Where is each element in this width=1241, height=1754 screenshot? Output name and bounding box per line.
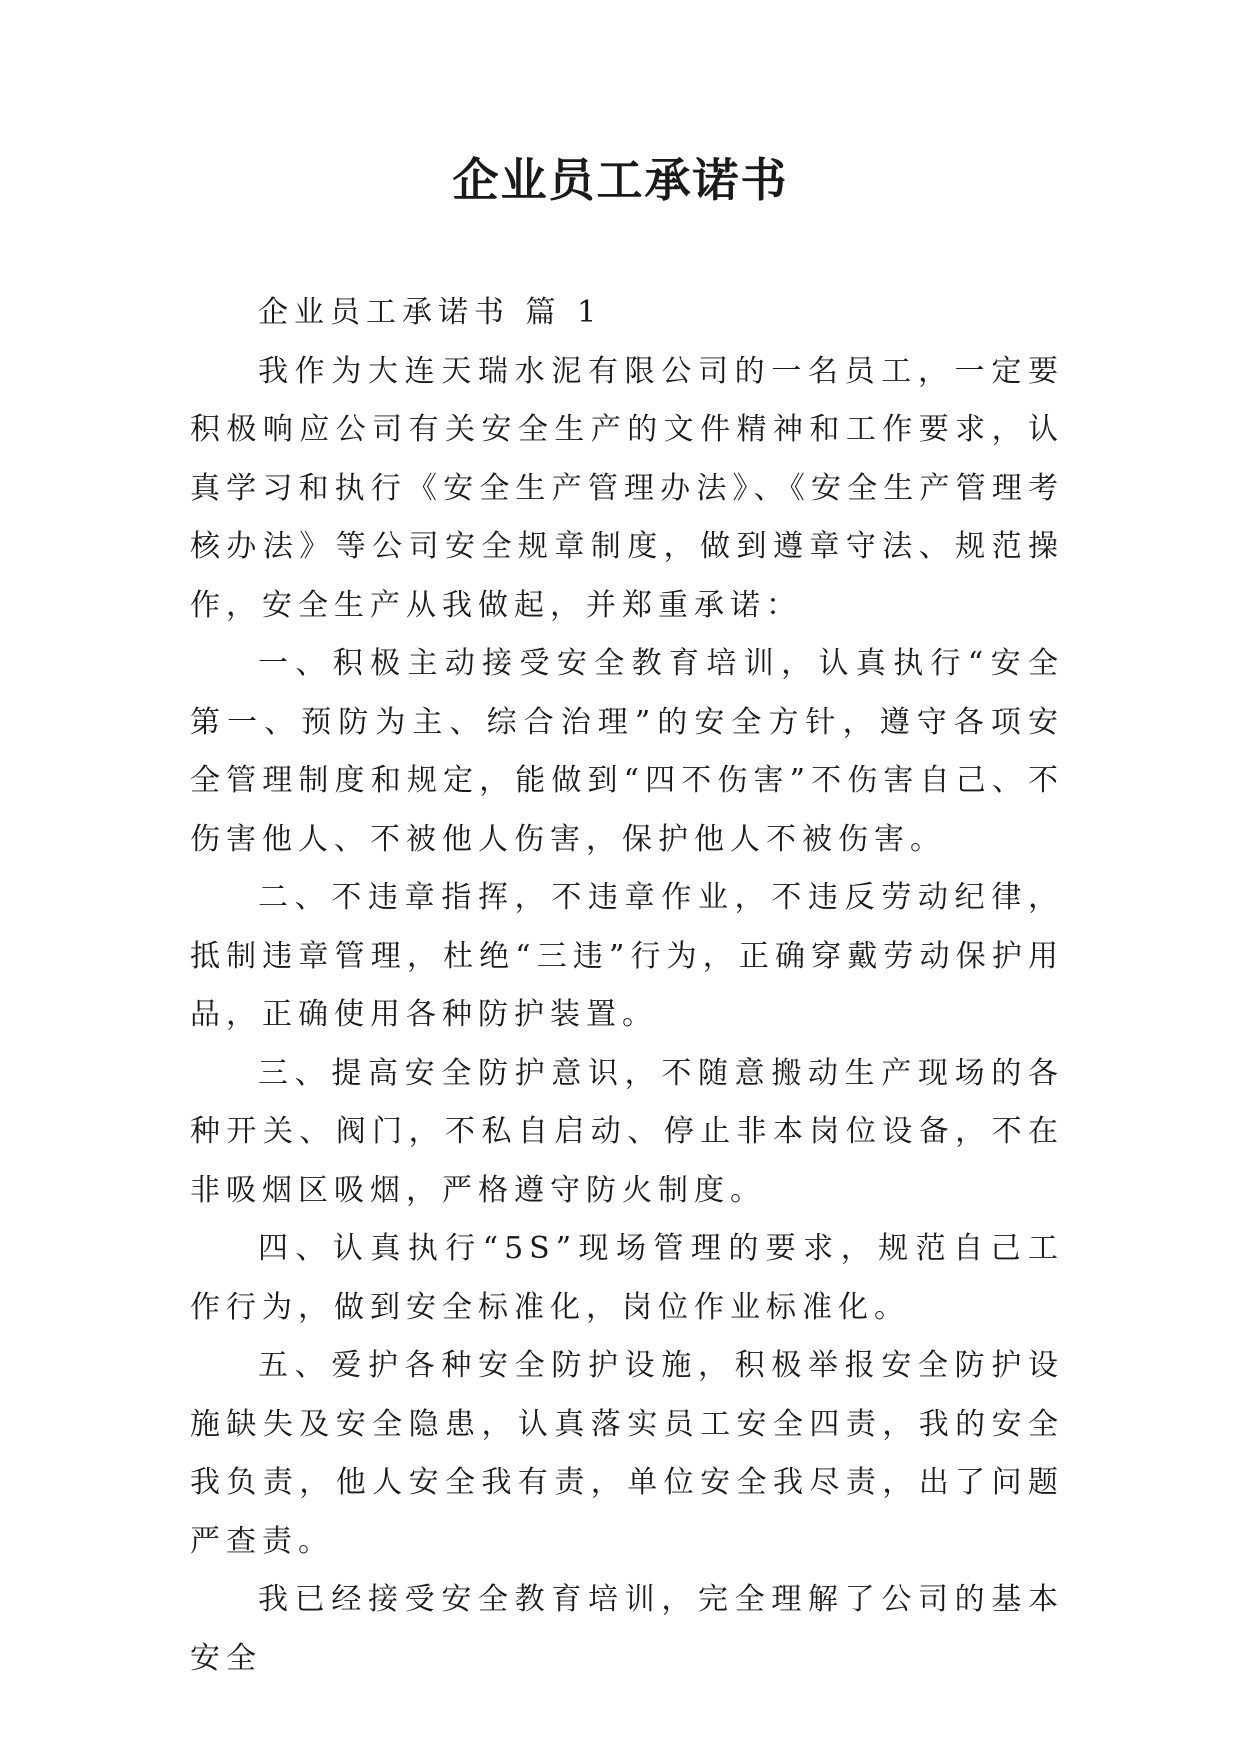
paragraph-item-3: 三、提高安全防护意识，不随意搬动生产现场的各种开关、阀门，不私自启动、停止非本岗位设备，不在非吸烟区吸烟，严格遵守防火制度。	[190, 1055, 1064, 1208]
paragraph-item-2: 二、不违章指挥，不违章作业，不违反劳动纪律，抵制违章管理，杜绝“三违”行为，正确穿戴劳动保护用品，正确使用各种防护装置。	[190, 880, 1064, 1032]
document-body	[190, 284, 1064, 1688]
paragraph-item-5: 五、爱护各种安全防护设施，积极举报安全防护设施缺失及安全隐患，认真落实员工安全四责，我的安全我负责，他人安全我有责，单位安全我尽责，出了问题严查责。	[190, 1348, 1064, 1559]
document-title: 企业员工承诺书	[452, 153, 789, 207]
paragraph-intro: 我作为大连天瑞水泥有限公司的一名员工，一定要积极响应公司有关安全生产的文件精神和工作要求，认真学习和执行《安全生产管理办法》、《安全生产管理考核办法》等公司安全规章制度，做到遵章守法、规范操作，安全生产从我做起，并郑重承诺：	[190, 353, 1064, 623]
paragraph-closing: 我已经接受安全教育培训，完全理解了公司的基本安全	[190, 1582, 1064, 1676]
paragraph-item-1: 一、积极主动接受安全教育培训，认真执行“安全第一、预防为主、综合治理”的安全方针，遵守各项安全管理制度和规定，能做到“四不伤害”不伤害自己、不伤害他人、不被他人伤害，保护他人不被伤害。	[190, 646, 1064, 857]
section-heading: 企业员工承诺书 篇 1	[258, 295, 603, 330]
paragraph-item-4: 四、认真执行“5S”现场管理的要求，规范自己工作行为，做到安全标准化，岗位作业标准化。	[190, 1231, 1064, 1325]
